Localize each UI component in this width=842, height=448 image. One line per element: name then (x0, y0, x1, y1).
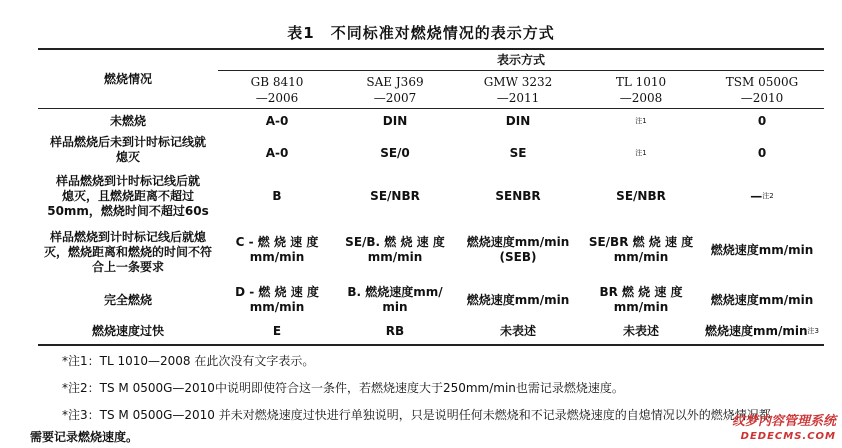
std-header-gb8410: GB 8410 —2006 (250, 74, 304, 105)
table-cell: 注1 (635, 117, 647, 125)
footnotes (62, 348, 832, 429)
table-cell: E (272, 323, 282, 338)
footnote-2: *注2：TS M 0500G—2010中说明即使符合这一条件，若燃烧速度大于250mm/min也需记录燃烧速度。 (62, 381, 624, 395)
table-cell: C - 燃 烧 速 度 mm/min (235, 235, 319, 264)
header-bottom-rule (38, 108, 824, 109)
table-cell: B (272, 188, 282, 203)
table-cell: BR 燃 烧 速 度 mm/min (599, 285, 683, 314)
table-cell: 燃烧速度mm/min (710, 292, 814, 307)
table-cell: SE/NBR (370, 188, 420, 203)
std-header-saej369: SAE J369 —2007 (366, 74, 424, 105)
footnote-3-continued: 需要记录燃烧速度。 (30, 430, 139, 444)
table-cell: 燃烧速度mm/min (SEB) (466, 235, 570, 264)
table-cell: — 注2 (750, 188, 774, 203)
site-watermark (732, 414, 836, 444)
group-header: 表示方式 (496, 52, 545, 67)
std-header-tl1010: TL 1010 —2008 (615, 74, 667, 105)
table-cell: SE/0 (380, 145, 410, 160)
table-cell: DIN (505, 113, 531, 128)
row-label-self-extinguish: 样品燃烧后未到计时标记线就 熄灭 (49, 135, 206, 164)
table-cell: 燃烧速度mm/min (710, 242, 814, 257)
table-cell: SE/B. 燃 烧 速 度 mm/min (345, 235, 445, 264)
standards-table (38, 48, 824, 346)
table-cell: SENBR (495, 188, 541, 203)
table-cell: 燃烧速度mm/min 注3 (704, 323, 820, 338)
table-cell: 燃烧速度mm/min (466, 292, 570, 307)
footnote-3: *注3：TS M 0500G—2010 并未对燃烧速度过快进行单独说明，只是说明任何未燃烧和不记录燃烧速度的自熄情况以外的燃烧情况都 (62, 408, 771, 422)
table-cell: SE/NBR (616, 188, 666, 203)
table-cell: D - 燃 烧 速 度 mm/min (235, 285, 319, 314)
table-cell: DIN (382, 113, 408, 128)
table-cell: 0 (757, 113, 767, 128)
std-header-tsm0500g: TSM 0500G —2010 (725, 74, 799, 105)
table-cell: 未表述 (499, 323, 536, 338)
table-cell: 未表述 (622, 323, 659, 338)
std-header-gmw3232: GMW 3232 —2011 (483, 74, 553, 105)
table-cell: B. 燃烧速度mm/ min (347, 285, 443, 314)
table-cell: SE (509, 145, 527, 160)
row-label-unburned: 未燃烧 (109, 113, 146, 128)
table-cell: 注1 (635, 149, 647, 157)
row-label-extinguish-after-mark: 样品燃烧到计时标记线后就 熄灭，且燃烧距离不超过 50mm，燃烧时间不超过60s (47, 173, 209, 218)
row-label-complete-burn: 完全燃烧 (103, 292, 152, 307)
table-cell: RB (385, 323, 405, 338)
row-header: 燃烧情况 (103, 71, 152, 86)
table-bottom-rule (38, 344, 824, 346)
table-cell: A-0 (265, 145, 289, 160)
table-cell: SE/BR 燃 烧 速 度 mm/min (588, 235, 694, 264)
watermark-line1: 纹梦内容管理系统 (731, 414, 836, 429)
row-label-too-fast: 燃烧速度过快 (91, 323, 164, 338)
row-label-burn-rate-recorded: 样品燃烧到计时标记线后就熄 灭，燃烧距离和燃烧的时间不符 合上一条要求 (43, 229, 212, 274)
table-cell: A-0 (265, 113, 289, 128)
watermark-line2: DEDECMS.COM (740, 431, 836, 442)
table-title: 表1 不同标准对燃烧情况的表示方式 (287, 24, 555, 42)
table-cell: 0 (757, 145, 767, 160)
footnote-1: *注1：TL 1010—2008 在此次没有文字表示。 (62, 354, 315, 368)
